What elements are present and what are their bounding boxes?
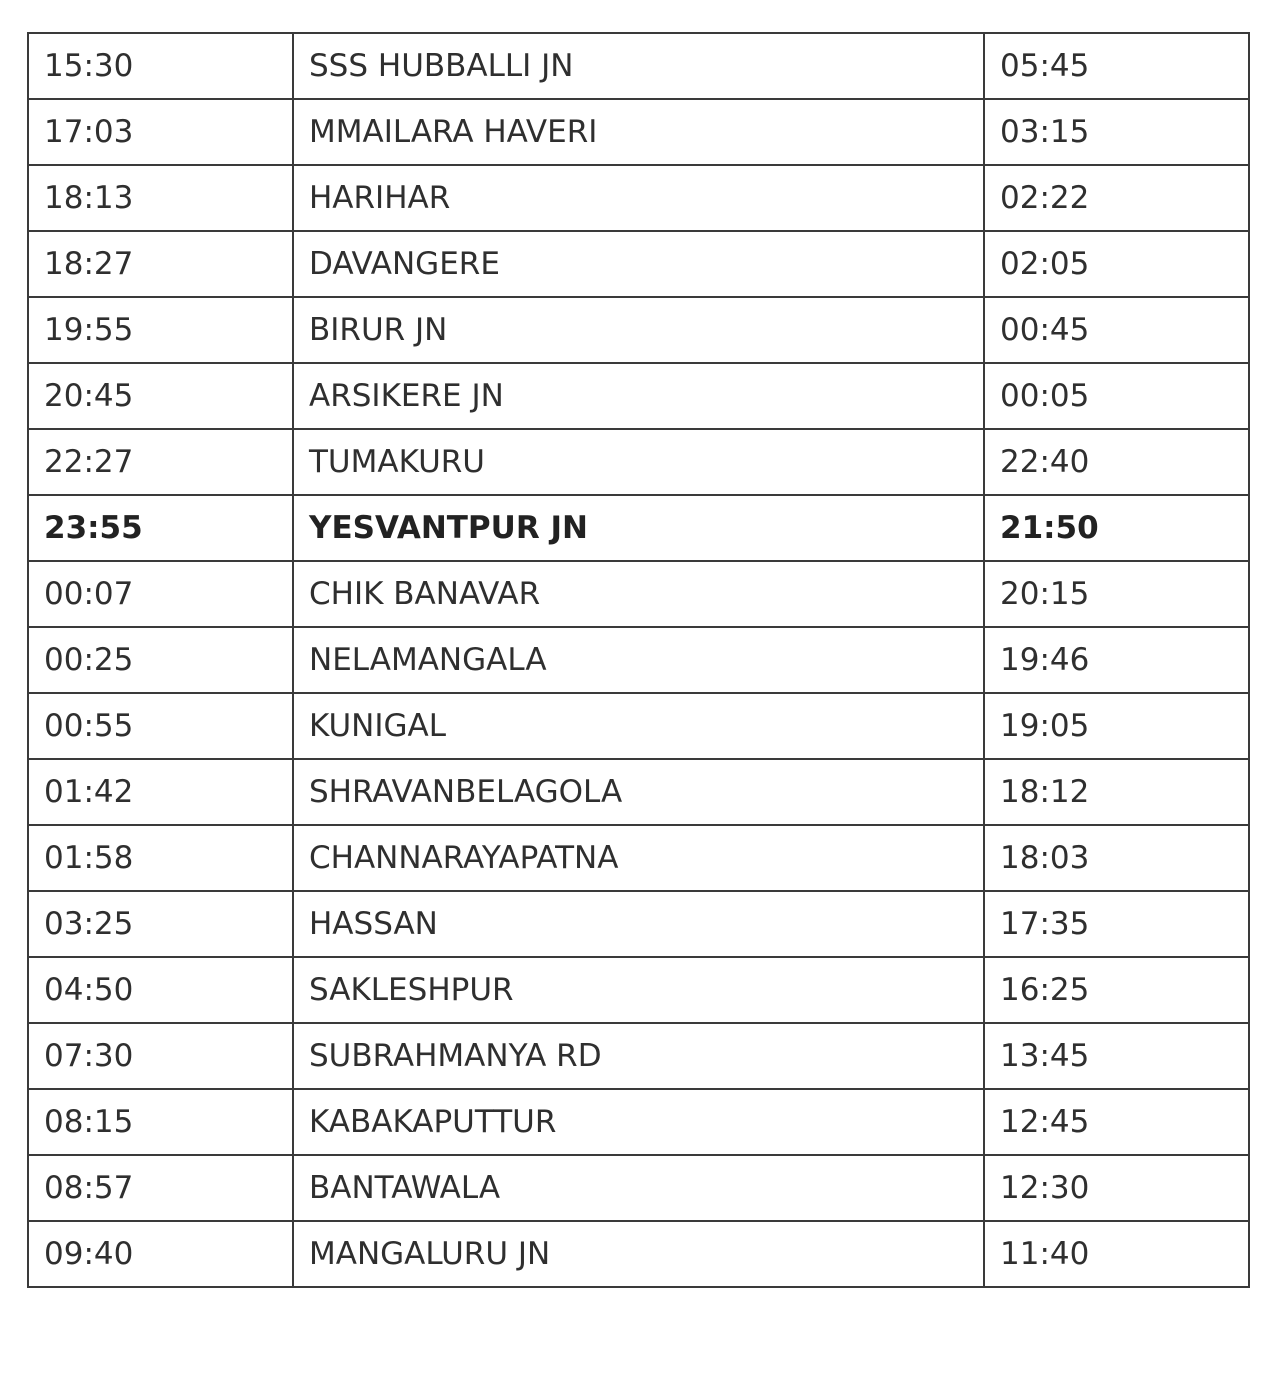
up-time-cell: 07:30 [28, 1023, 293, 1089]
up-time-cell: 22:27 [28, 429, 293, 495]
table-row [28, 363, 1249, 429]
table-row [28, 429, 1249, 495]
down-time-cell: 18:12 [984, 759, 1249, 825]
station-name-cell: YESVANTPUR JN [293, 495, 984, 561]
station-name-cell: CHIK BANAVAR [293, 561, 984, 627]
down-time-cell: 02:05 [984, 231, 1249, 297]
station-name-cell: HARIHAR [293, 165, 984, 231]
up-time-cell: 00:25 [28, 627, 293, 693]
station-name-cell: HASSAN [293, 891, 984, 957]
table-row [28, 627, 1249, 693]
down-time-cell: 12:45 [984, 1089, 1249, 1155]
down-time-cell: 02:22 [984, 165, 1249, 231]
down-time-cell: 13:45 [984, 1023, 1249, 1089]
down-time-cell: 00:05 [984, 363, 1249, 429]
station-name-cell: KABAKAPUTTUR [293, 1089, 984, 1155]
up-time-cell: 23:55 [28, 495, 293, 561]
up-time-cell: 15:30 [28, 33, 293, 99]
up-time-cell: 09:40 [28, 1221, 293, 1287]
up-time-cell: 01:58 [28, 825, 293, 891]
timetable-body [28, 33, 1249, 1287]
table-row [28, 693, 1249, 759]
up-time-cell: 00:55 [28, 693, 293, 759]
table-row [28, 825, 1249, 891]
table-row [28, 561, 1249, 627]
down-time-cell: 19:05 [984, 693, 1249, 759]
down-time-cell: 03:15 [984, 99, 1249, 165]
station-name-cell: NELAMANGALA [293, 627, 984, 693]
down-time-cell: 21:50 [984, 495, 1249, 561]
timetable [27, 32, 1250, 1288]
station-name-cell: SAKLESHPUR [293, 957, 984, 1023]
table-row [28, 495, 1249, 561]
up-time-cell: 08:15 [28, 1089, 293, 1155]
table-row [28, 957, 1249, 1023]
down-time-cell: 05:45 [984, 33, 1249, 99]
table-row [28, 1089, 1249, 1155]
up-time-cell: 04:50 [28, 957, 293, 1023]
station-name-cell: CHANNARAYAPATNA [293, 825, 984, 891]
down-time-cell: 20:15 [984, 561, 1249, 627]
station-name-cell: MANGALURU JN [293, 1221, 984, 1287]
table-row [28, 1221, 1249, 1287]
up-time-cell: 08:57 [28, 1155, 293, 1221]
up-time-cell: 20:45 [28, 363, 293, 429]
station-name-cell: SSS HUBBALLI JN [293, 33, 984, 99]
table-row [28, 1023, 1249, 1089]
station-name-cell: BIRUR JN [293, 297, 984, 363]
down-time-cell: 22:40 [984, 429, 1249, 495]
table-row [28, 99, 1249, 165]
table-row [28, 891, 1249, 957]
down-time-cell: 11:40 [984, 1221, 1249, 1287]
down-time-cell: 12:30 [984, 1155, 1249, 1221]
up-time-cell: 19:55 [28, 297, 293, 363]
station-name-cell: TUMAKURU [293, 429, 984, 495]
station-name-cell: SUBRAHMANYA RD [293, 1023, 984, 1089]
station-name-cell: DAVANGERE [293, 231, 984, 297]
table-row [28, 759, 1249, 825]
up-time-cell: 18:13 [28, 165, 293, 231]
station-name-cell: SHRAVANBELAGOLA [293, 759, 984, 825]
down-time-cell: 00:45 [984, 297, 1249, 363]
up-time-cell: 17:03 [28, 99, 293, 165]
table-row [28, 165, 1249, 231]
table-row [28, 231, 1249, 297]
station-name-cell: BANTAWALA [293, 1155, 984, 1221]
station-name-cell: MMAILARA HAVERI [293, 99, 984, 165]
up-time-cell: 00:07 [28, 561, 293, 627]
table-row [28, 33, 1249, 99]
up-time-cell: 01:42 [28, 759, 293, 825]
down-time-cell: 17:35 [984, 891, 1249, 957]
table-row [28, 297, 1249, 363]
table-row [28, 1155, 1249, 1221]
station-name-cell: KUNIGAL [293, 693, 984, 759]
up-time-cell: 18:27 [28, 231, 293, 297]
down-time-cell: 18:03 [984, 825, 1249, 891]
station-name-cell: ARSIKERE JN [293, 363, 984, 429]
down-time-cell: 16:25 [984, 957, 1249, 1023]
down-time-cell: 19:46 [984, 627, 1249, 693]
up-time-cell: 03:25 [28, 891, 293, 957]
